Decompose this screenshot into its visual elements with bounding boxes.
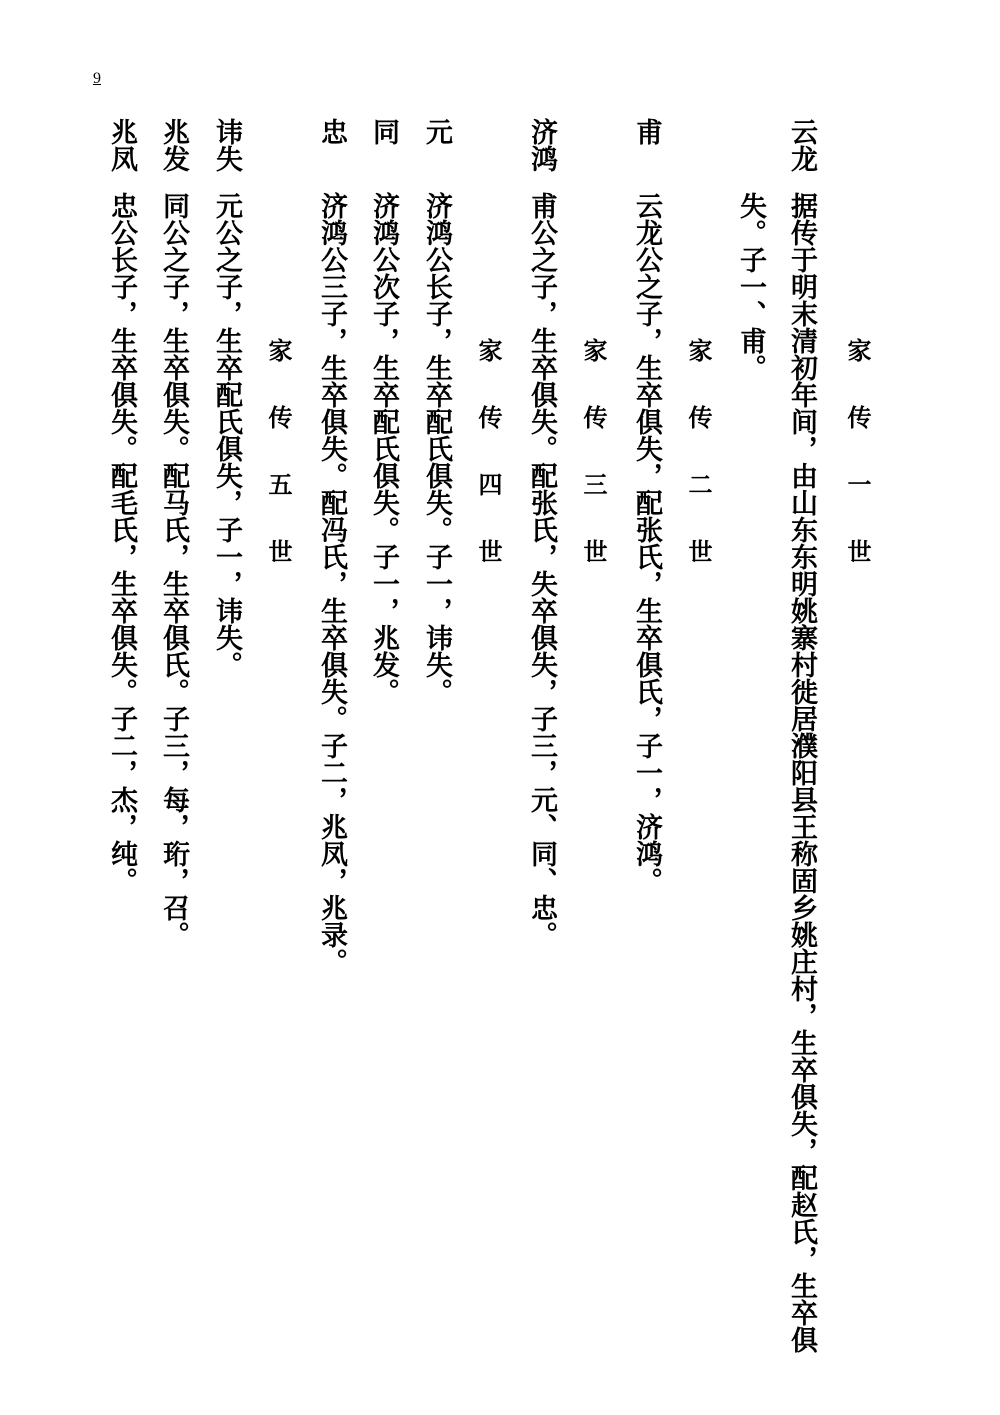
entry-name: 元	[421, 118, 452, 145]
entry-name: 甫	[631, 118, 662, 145]
entry-name: 同	[368, 118, 399, 145]
section-heading-gen3: 家传三世	[579, 338, 607, 606]
entry-text: 云龙公之子，生卒俱失，配张氏，生卒俱氏，子一，济鸿。	[631, 192, 662, 894]
entry-text: 济鸿公三子，生卒俱失。配冯氏，生卒俱失。子二，兆凤，兆录。	[316, 192, 347, 975]
entry-name: 济鸿	[526, 118, 557, 172]
page-number: 9	[93, 70, 101, 87]
entry-text-continued: 失。子一、甫。	[735, 192, 766, 381]
entry-name: 讳失	[211, 118, 242, 172]
entry-name: 云龙	[786, 118, 817, 172]
entry-name: 忠	[316, 118, 347, 145]
section-heading-gen4: 家传四世	[474, 338, 502, 606]
entry-text: 同公之子，生卒俱失。配马氏，生卒俱氏。子三，每，珩，召。	[158, 192, 189, 948]
entry-name: 兆凤	[106, 118, 137, 172]
entry-name: 兆发	[158, 118, 189, 172]
section-heading-gen5: 家传五世	[264, 338, 292, 606]
section-heading-gen1: 家传一世	[843, 338, 871, 606]
entry-text: 甫公之子，生卒俱失。配张氏，失卒俱失，子三，元、同、忠。	[526, 192, 557, 948]
entry-text: 据传于明末清初年间，由山东东明姚寨村徙居濮阳县王称固乡姚庄村，生卒俱失，配赵氏，生卒俱	[786, 192, 817, 1353]
entry-text: 济鸿公次子，生卒配氏俱失。子一，兆发。	[368, 192, 399, 705]
entry-text: 忠公长子，生卒俱失。配毛氏，生卒俱失。子二，杰，纯。	[106, 192, 137, 894]
entry-text: 济鸿公长子，生卒配氏俱失。子一，讳失。	[421, 192, 452, 705]
section-heading-gen2: 家传二世	[684, 338, 712, 606]
entry-text: 元公之子，生卒配氏俱失，子一，讳失。	[211, 192, 242, 678]
